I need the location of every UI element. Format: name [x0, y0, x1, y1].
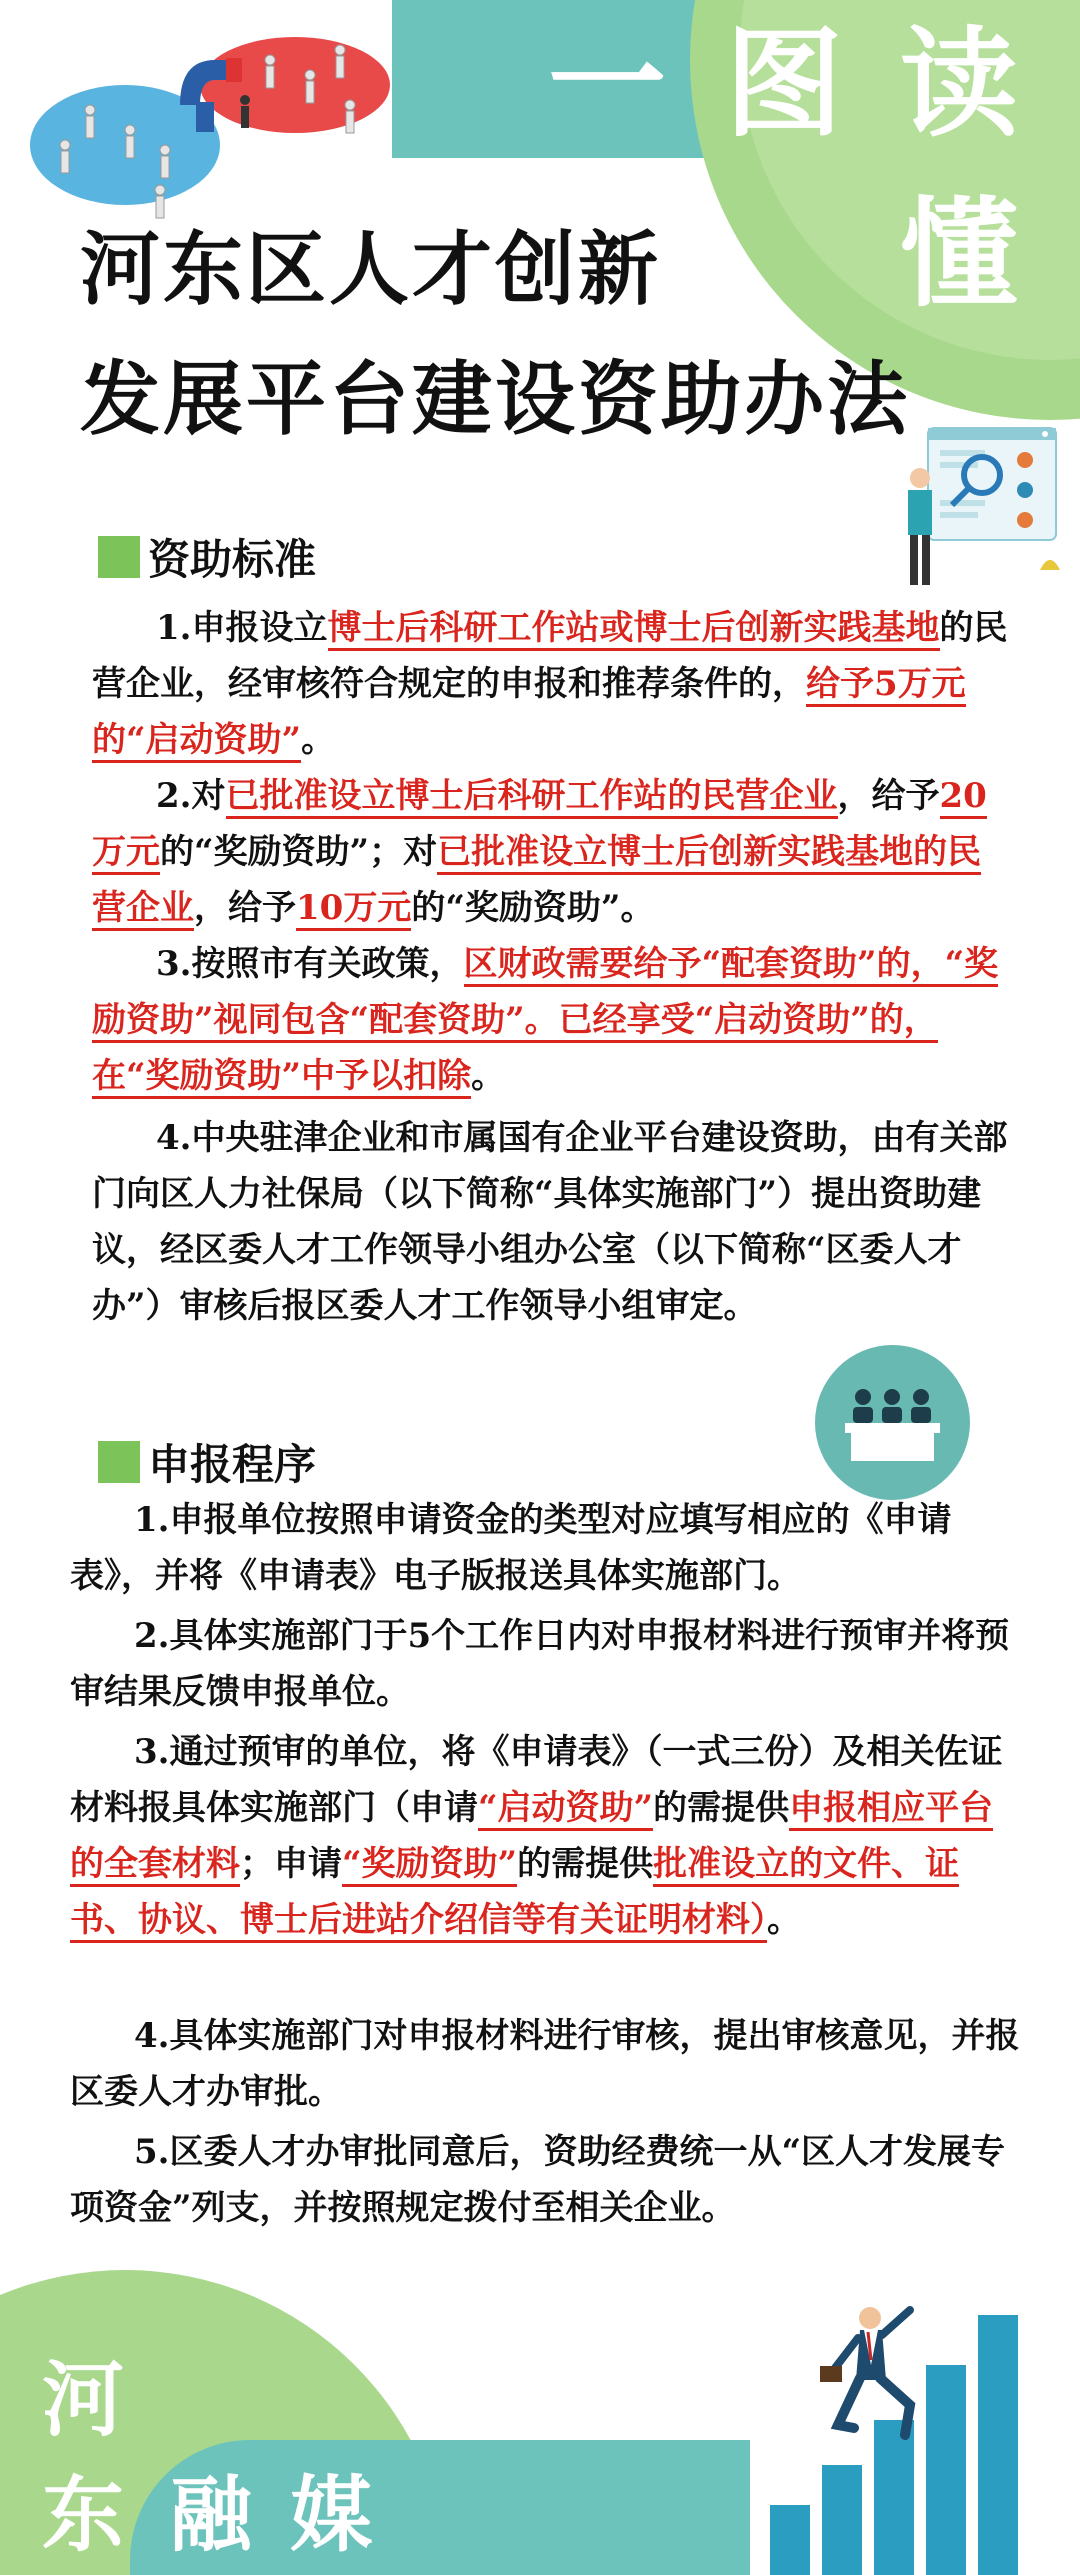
procedure-item-4: [70, 2008, 1020, 2120]
procedure-item-2: [70, 1608, 1020, 1720]
heading-square-icon: [98, 536, 140, 578]
standard-item-1: [92, 600, 1012, 768]
text-segment: ；申请: [240, 1844, 342, 1884]
text-segment: 的“奖励资助”。: [411, 888, 655, 928]
section-heading-procedure: [98, 1432, 316, 1492]
highlight-text: 已批准设立博士后创新实践基地的民营企业: [92, 832, 981, 931]
banner-char-1: 一: [548, 15, 667, 153]
text-segment: 4.中央驻津企业和市属国有企业平台建设资助，由有关部门向区人力社保局（以下简称“具体实施部门”）提出资助建议，经区委人才工作领导小组办公室（以下简称“区委人才办”）审核后报区委人才工作领导小组审定。: [92, 1118, 1008, 1326]
text-segment: ，给予: [837, 776, 940, 816]
meeting-icon: [815, 1345, 970, 1500]
banner-char-4: 懂: [900, 185, 1019, 323]
text-segment: 的“奖励资助”；对: [160, 832, 438, 872]
highlight-text: 给予5万元的“启动资助”: [92, 664, 966, 763]
highlight-text: 申报相应平台的全套材料: [70, 1788, 993, 1887]
businessman-bar-chart-illustration: [760, 2290, 1060, 2575]
text-segment: 3.通过预审的单位，将《申请表》（一式三份）及相关佐证材料报具体实施部门（申请: [70, 1732, 1003, 1828]
text-segment: 4.具体实施部门对申报材料进行审核，提出审核意见，并报区委人才办审批。: [70, 2016, 1020, 2112]
text-segment: 2.具体实施部门于5个工作日内对申报材料进行预审并将预审结果反馈申报单位。: [70, 1616, 1010, 1712]
text-segment: 的需提供: [517, 1844, 654, 1884]
highlight-text: 10万元: [296, 888, 411, 931]
procedure-item-1: [70, 1492, 1020, 1604]
text-segment: 的需提供: [653, 1788, 790, 1828]
text-segment: 5.区委人才办审批同意后，资助经费统一从“区人才发展专项资金”列支，并按照规定拨付至相关企业。: [70, 2132, 1006, 2228]
text-segment: 2.对: [156, 776, 226, 816]
text-segment: 1.申报单位按照申请资金的类型对应填写相应的《申请表》，并将《申请表》电子版报送具体实施部门。: [70, 1500, 952, 1596]
footer-char-3: 融: [170, 2468, 253, 2563]
highlight-text: “启动资助”: [478, 1788, 653, 1831]
heading-square-icon: [98, 1441, 140, 1483]
footer-char-4: 媒: [290, 2468, 373, 2563]
banner-char-3: 读: [900, 15, 1019, 153]
section-heading-text: 资助标准: [148, 535, 317, 584]
highlight-text: 20万元: [92, 776, 987, 875]
highlight-text: 博士后科研工作站或博士后创新实践基地: [328, 608, 940, 651]
meeting-icon-graphic: [815, 1345, 970, 1500]
highlight-text: 批准设立的文件、证书、协议、博士后进站介绍信等有关证明材料）: [70, 1844, 959, 1943]
section-heading-standards: [98, 527, 316, 587]
standard-item-3: [92, 936, 1012, 1104]
highlight-text: 已批准设立博士后科研工作站的民营企业: [226, 776, 838, 819]
people-on-circles-illustration: [30, 30, 390, 220]
text-segment: 3.按照市有关政策，: [156, 944, 464, 984]
title-line-2: 发展平台建设资助办法: [80, 353, 910, 446]
highlight-text: 区财政需要给予“配套资助”的，“奖励资助”视同包含“配套资助”。已经享受“启动资助”的，在“奖励资助”中予以扣除: [92, 944, 998, 1099]
procedure-item-5: [70, 2124, 1020, 2236]
text-segment: 。: [301, 720, 336, 760]
text-segment: ，给予: [194, 888, 296, 928]
footer-char-1: 河: [42, 2353, 125, 2448]
banner-char-2: 图: [725, 15, 844, 153]
standard-item-4: [92, 1110, 1012, 1334]
text-segment: 。: [471, 1056, 506, 1096]
title-line-1: 河东区人才创新: [80, 223, 661, 316]
text-segment: 。: [767, 1900, 801, 1940]
highlight-text: “奖励资助”: [342, 1844, 517, 1887]
text-segment: 1.申报设立: [156, 608, 328, 648]
footer-char-2: 东: [42, 2468, 125, 2563]
text-segment: 的民营企业，经审核符合规定的申报和推荐条件的，: [92, 608, 1008, 704]
section-heading-text: 申报程序: [148, 1440, 317, 1489]
procedure-item-3: [70, 1724, 1020, 1948]
researcher-magnifier-illustration: [890, 420, 1060, 600]
standard-item-2: [92, 768, 1012, 936]
